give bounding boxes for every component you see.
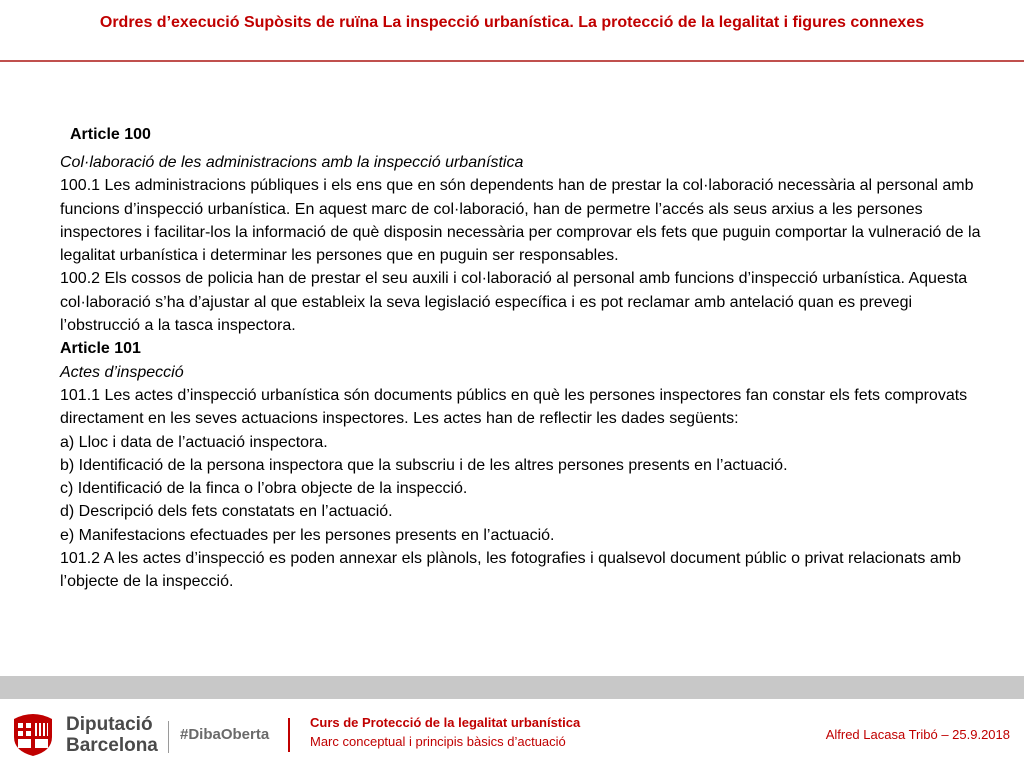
list-item-a: a) Lloc i data de l’actuació inspectora. [60, 433, 328, 451]
slide-content [60, 151, 990, 594]
logo-separator [168, 721, 169, 753]
course-subtitle: Marc conceptual i principis bàsics d’actuació [310, 734, 566, 749]
list-item-e: e) Manifestacions efectuades per les persones presents en l’actuació. [60, 526, 555, 544]
slide-title: Ordres d’execució Supòsits de ruïna La inspecció urbanística. La protecció de la legalitat i figures connexes [99, 14, 925, 31]
paragraph-101-2: 101.2 A les actes d’inspecció es poden annexar els plànols, les fotografies i qualsevol document públic o privat relacionats amb l’objecte de la inspecció. [60, 550, 961, 591]
paragraph-101-1: 101.1 Les actes d’inspecció urbanística són documents públics en què les persones inspectores fan constar els fets comprovats directament en les seves actuacions inspectores. Les actes han de reflectir les dades següents: [60, 386, 968, 428]
list-item-b: b) Identificació de la persona inspectora que la subscriu i de les altres persones presents en l’actuació. [60, 456, 788, 474]
hashtag-label: #DibaOberta [180, 726, 270, 743]
article-100-subtitle: Col·laboració de les administracions amb la inspecció urbanística [60, 154, 524, 171]
list-item-c: c) Identificació de la finca o l’obra objecte de la inspecció. [60, 480, 468, 498]
footer-band [0, 676, 1024, 699]
logo-line-2: Barcelona [66, 735, 158, 756]
author-date: Alfred Lacasa Tribó – 25.9.2018 [825, 727, 1010, 742]
footer-accent-bar [288, 718, 290, 752]
header-divider [0, 60, 1024, 62]
article-101-subtitle: Actes d’inspecció [60, 363, 184, 381]
article-100-heading: Article 100 [70, 126, 151, 143]
diputacio-logo-text [66, 714, 158, 756]
list-item-d: d) Descripció dels fets constatats en l’actuació. [60, 503, 393, 521]
logo-line-1: Diputació [66, 714, 153, 735]
article-101-heading: Article 101 [60, 340, 141, 358]
footer [0, 699, 1024, 768]
course-title: Curs de Protecció de la legalitat urbanística [310, 715, 581, 730]
paragraph-100-1: 100.1 Les administracions públiques i els ens que en són dependents han de prestar la col·laboració necessària al personal amb funcions d’inspecció urbanística. En aquest marc de col·laboració, han de permetre l’accés als seus arxius a les persones inspectores i facilitar-los la informació de què disposin necessària per comprovar els fets que puguin comportar la vulneració de la legalitat urbanística i determinar les persones que en puguin ser responsables. [60, 177, 981, 265]
diputacio-crest-icon [10, 711, 56, 757]
paragraph-100-2: 100.2 Els cossos de policia han de prestar el seu auxili i col·laboració al personal amb funcions d’inspecció urbanística. Aquesta col·laboració s’ha d’ajustar al que estableix la seva legislació específica i es pot reclamar amb antelació quan es prevegi l’obstrucció a la tasca inspectora. [60, 270, 968, 335]
